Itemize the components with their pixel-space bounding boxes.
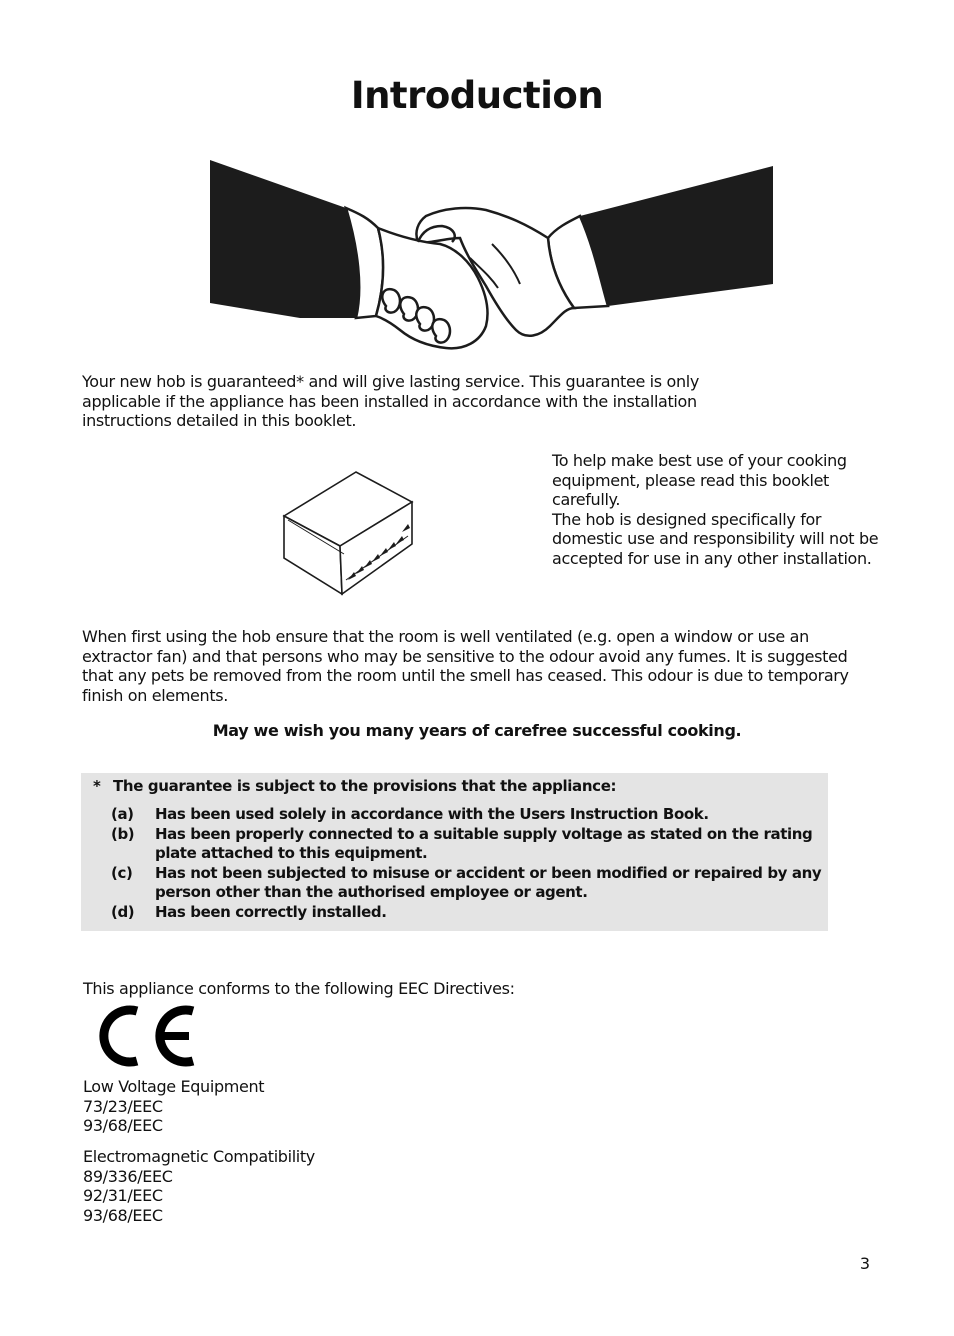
condition-label: (d) (111, 902, 135, 921)
condition-text: Has been correctly installed. (155, 902, 387, 921)
directive-group-emc (83, 1147, 315, 1225)
directive-name: Low Voltage Equipment (83, 1077, 265, 1096)
right-sleeve (580, 166, 773, 306)
guarantee-heading-text: The guarantee is subject to the provisions that the appliance: (113, 777, 617, 795)
condition-item (111, 864, 826, 903)
directive-code: 93/68/EEC (83, 1205, 163, 1225)
directive-name: Electromagnetic Compatibility (83, 1147, 315, 1166)
eec-directives-intro: This appliance conforms to the following EEC Directives: (83, 979, 515, 998)
left-sleeve (210, 160, 359, 318)
ce-mark-icon (97, 1003, 197, 1069)
directive-code: 93/68/EEC (83, 1116, 163, 1136)
condition-text: Has not been subjected to misuse or accident or been modified or repaired by any person other than the authorised employee or agent. (155, 863, 822, 902)
condition-label: (c) (111, 863, 133, 882)
handshake-illustration (208, 158, 778, 358)
guarantee-intro-paragraph: Your new hob is guaranteed* and will give lasting service. This guarantee is only applicable if the appliance has been installed in accordance with the installation instructions detailed in this booklet. (82, 372, 699, 431)
finger-curl-1 (382, 289, 400, 312)
condition-label: (a) (111, 805, 134, 823)
guarantee-conditions-box (81, 773, 828, 931)
guarantee-conditions-list (111, 805, 826, 923)
directive-code: 89/336/EEC (83, 1166, 173, 1186)
booklet-note-line-2: The hob is designed specifically for domestic use and responsibility will not be accepted for use in any other installation. (552, 509, 879, 568)
guarantee-heading (93, 777, 616, 797)
book-illustration (278, 468, 418, 598)
condition-text: Has been used solely in accordance with the Users Instruction Book. (155, 805, 709, 823)
directive-code: 92/31/EEC (83, 1186, 163, 1206)
condition-item (111, 903, 826, 923)
page-title: Introduction (350, 74, 604, 117)
ventilation-paragraph: When first using the hob ensure that the room is well ventilated (e.g. open a window or use an extractor fan) and that persons who may be sensitive to the odour avoid any fumes. It is suggested that any pets be removed from the room until the smell has ceased. This odour is due to temporary finish on elements. (82, 627, 849, 705)
directive-group-low-voltage (83, 1077, 264, 1136)
condition-label: (b) (111, 824, 135, 843)
condition-item (111, 805, 826, 825)
condition-item (111, 825, 826, 864)
footnote-marker: * (93, 777, 101, 795)
closing-wish: May we wish you many years of carefree successful cooking. (212, 721, 742, 740)
booklet-note-line-1: To help make best use of your cooking equipment, please read this booklet carefully. (552, 451, 847, 510)
page-number: 3 (859, 1254, 870, 1273)
directive-code: 73/23/EEC (83, 1096, 163, 1116)
finger-curl-4 (432, 319, 450, 342)
condition-text: Has been properly connected to a suitable supply voltage as stated on the rating plate attached to this equipment. (155, 824, 813, 863)
booklet-note (552, 451, 882, 569)
